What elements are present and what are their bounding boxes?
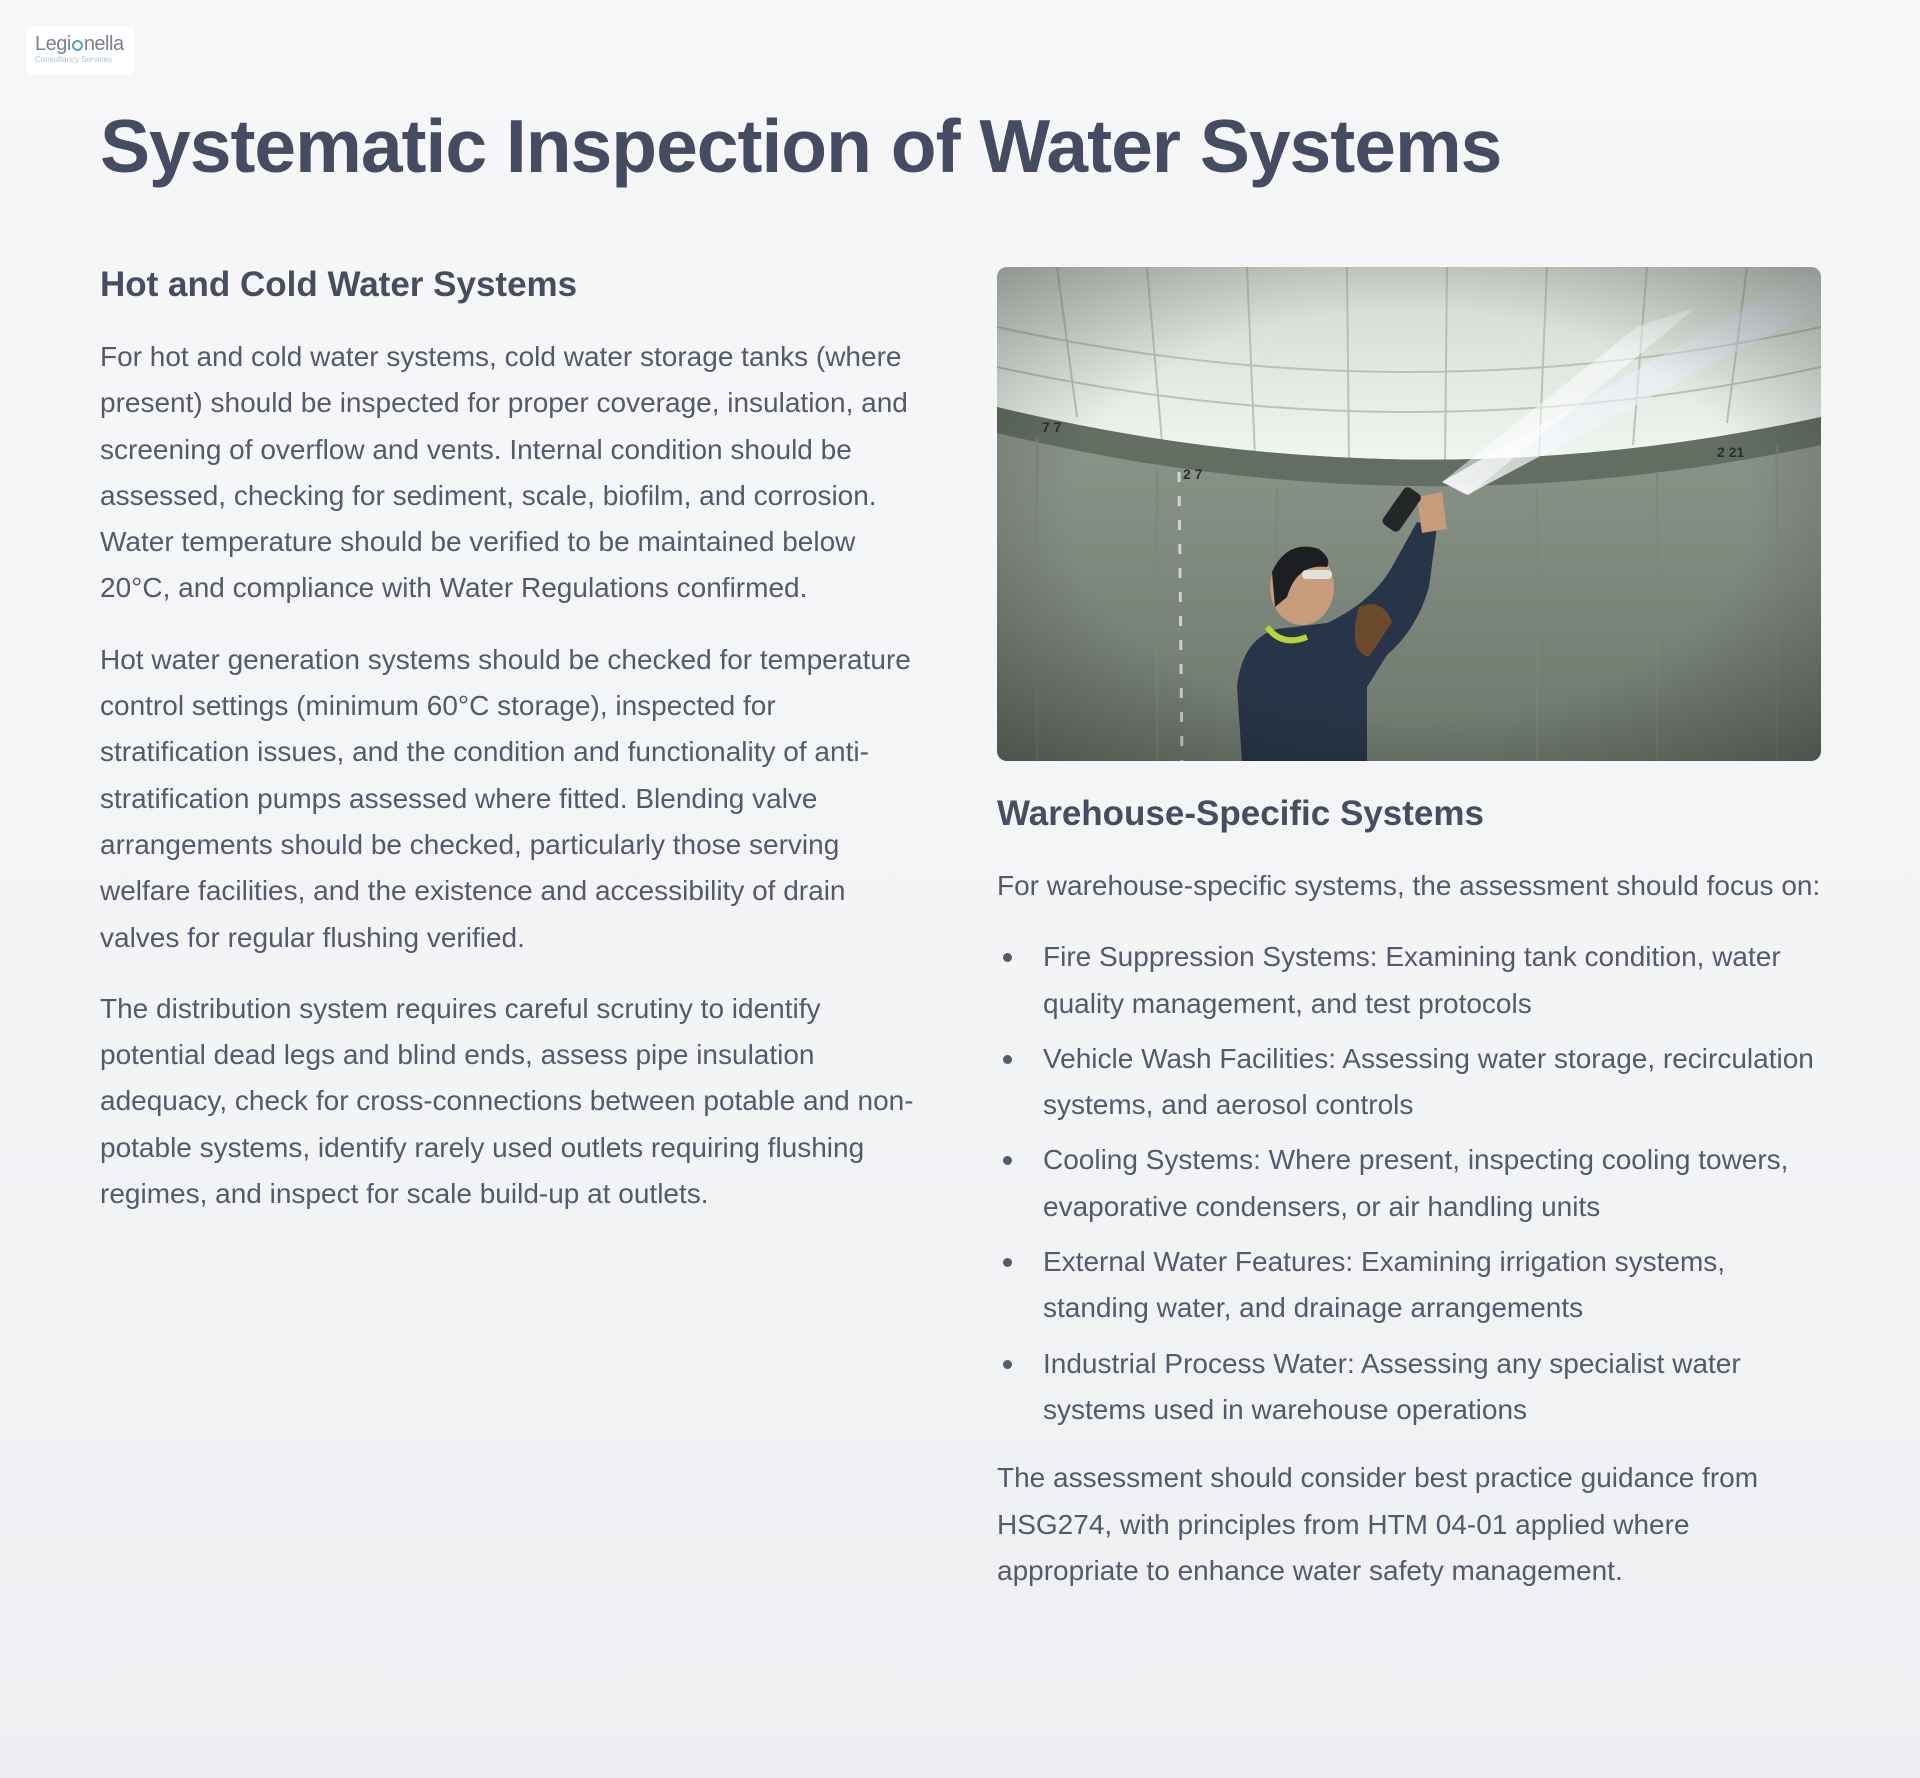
bullet-icon [1003,1156,1012,1165]
page-title: Systematic Inspection of Water Systems [100,104,1502,188]
list-item-text: External Water Features: Examining irrigation systems, standing water, and drainage arrangements [1043,1246,1726,1324]
list-item-text: Cooling Systems: Where present, inspecting cooling towers, evaporative condensers, or air handling units [1043,1144,1789,1222]
closing-paragraph: The assessment should consider best practice guidance from HSG274, with principles from HTM 04-01 applied where appropriate to enhance water safety management. [997,1462,1759,1586]
list-item [997,1036,1821,1129]
distribution-paragraph: The distribution system requires careful scrutiny to identify potential dead legs and blind ends, assess pipe insulation adequacy, check for cross-connections between potable and non-potable systems, identify rarely used outlets requiring flushing regimes, and inspect for scale build-up at outlets. [100,992,914,1210]
list-item [997,1341,1821,1434]
bullet-icon [1003,1258,1012,1267]
warehouse-intro: For warehouse-specific systems, the assessment should focus on: [997,870,1821,901]
list-item-text: Industrial Process Water: Assessing any specialist water systems used in warehouse operations [1043,1347,1741,1425]
hot-cold-section [100,262,920,1242]
hot-water-paragraph: Hot water generation systems should be checked for temperature control settings (minimum 60°C storage), inspected for stratification issues, and the condition and functionality of anti-stratification pumps assessed where fitted. Blending valve arrangements should be checked, particularly those serving welfare facilities, and the existence and accessibility of drain valves for regular flushing verified. [100,643,911,953]
company-logo [27,27,134,75]
cold-storage-paragraph: For hot and cold water systems, cold water storage tanks (where present) should be inspected for proper coverage, insulation, and screening of overflow and vents. Internal condition should be assessed, checking for sediment, scale, biofilm, and corrosion. Water temperature should be verified to be maintained below 20°C, and compliance with Water Regulations confirmed. [100,341,908,604]
bullet-icon [1003,1360,1012,1369]
list-item-text: Fire Suppression Systems: Examining tank condition, water quality management, and test protocols [1043,941,1781,1019]
logo-subtitle: Consultancy Services [35,55,112,64]
bullet-icon [1003,953,1012,962]
hot-cold-heading: Hot and Cold Water Systems [100,265,578,304]
warehouse-heading: Warehouse-Specific Systems [997,794,1484,833]
logo-o-mark-icon [72,40,83,51]
bullet-icon [1003,1055,1012,1064]
logo-wordmark [35,33,126,55]
logo-word-start: Legi [35,33,71,55]
warehouse-section [997,267,1821,1619]
tank-inspection-photo [997,267,1821,761]
logo-word-end: nella [83,33,124,55]
list-item-text: Vehicle Wash Facilities: Assessing water storage, recirculation systems, and aerosol controls [1043,1042,1814,1121]
list-item [997,1239,1821,1332]
focus-list [997,934,1821,1433]
list-item [997,934,1821,1027]
list-item [997,1137,1821,1230]
